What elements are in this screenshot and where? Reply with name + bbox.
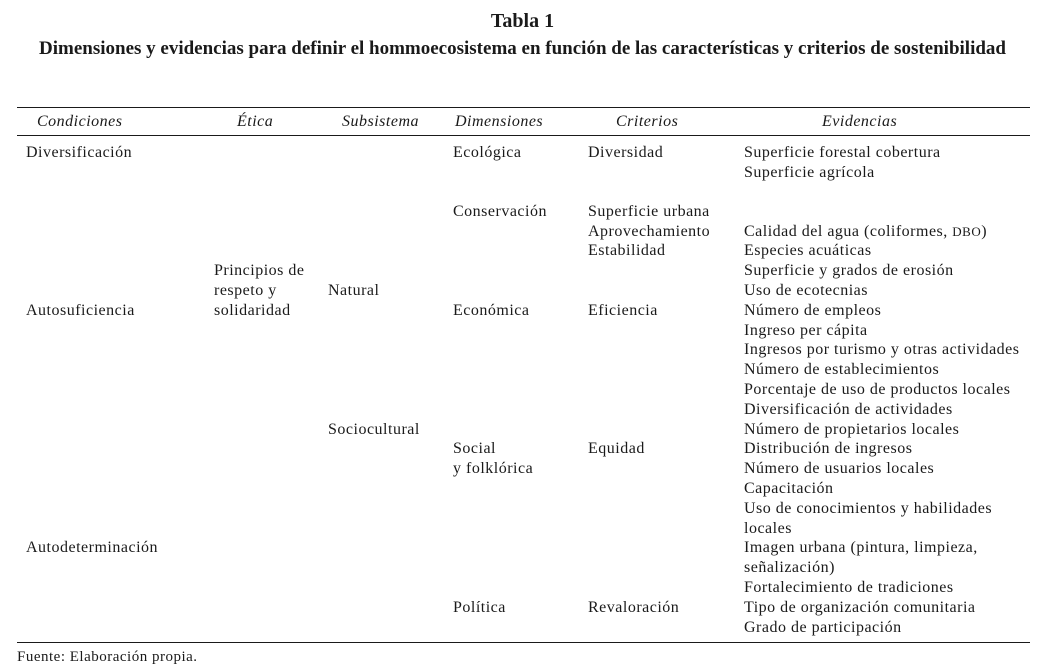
criterio-estabilidad: Estabilidad	[588, 242, 666, 259]
etica-line-3: solidaridad	[214, 302, 291, 319]
criterio-equidad: Equidad	[588, 440, 645, 457]
header-rule	[17, 135, 1030, 136]
evidencia-item: Distribución de ingresos	[744, 440, 913, 457]
evidencia-item: Número de establecimientos	[744, 361, 940, 378]
evidencia-item: Número de empleos	[744, 302, 882, 319]
evidencia-item: Superficie y grados de erosión	[744, 262, 954, 279]
evidencia-item: Capacitación	[744, 480, 834, 497]
bottom-rule	[17, 642, 1030, 643]
etica-line-1: Principios de	[214, 262, 305, 279]
evidencia-item: Uso de ecotecnias	[744, 282, 869, 299]
etica-line-2: respeto y	[214, 282, 277, 299]
subsistema-sociocultural: Sociocultural	[328, 421, 420, 438]
header-etica: Ética	[237, 113, 274, 130]
evidencia-item: Superficie agrícola	[744, 164, 875, 181]
header-evidencias: Evidencias	[822, 113, 898, 130]
evidencia-item: Especies acuáticas	[744, 242, 872, 259]
dimension-economica: Económica	[453, 302, 530, 319]
table-caption: Dimensiones y evidencias para definir el hommoecosistema en función de las características y criterios de sostenibilidad	[39, 38, 1006, 59]
dimension-politica: Política	[453, 599, 506, 616]
dimension-conservacion: Conservación	[453, 203, 547, 220]
dimension-folklorica: y folklórica	[453, 460, 534, 477]
header-criterios: Criterios	[616, 113, 679, 130]
evidencia-item: locales	[744, 520, 792, 537]
evidencia-item-calidad-agua	[744, 222, 987, 242]
criterio-aprovechamiento: Aprovechamiento	[588, 223, 711, 240]
header-subsistema: Subsistema	[342, 113, 419, 130]
criterio-superficie-urbana: Superficie urbana	[588, 203, 710, 220]
evidencia-item: Diversificación de actividades	[744, 401, 953, 418]
evidencia-item: Ingresos por turismo y otras actividades	[744, 341, 1020, 358]
header-condiciones: Condiciones	[37, 113, 123, 130]
evidencia-item: Número de propietarios locales	[744, 421, 960, 438]
evidencia-item: Grado de participación	[744, 619, 902, 636]
evidencia-item: Imagen urbana (pintura, limpieza,	[744, 539, 978, 556]
evidencia-text: Calidad del agua (coliformes,	[744, 223, 953, 240]
dimension-ecologica: Ecológica	[453, 144, 522, 161]
evidencia-text: )	[981, 223, 988, 240]
evidencia-item: señalización)	[744, 559, 835, 576]
criterio-eficiencia: Eficiencia	[588, 302, 658, 319]
evidencia-item: Tipo de organización comunitaria	[744, 599, 976, 616]
criterio-revaloracion: Revaloración	[588, 599, 680, 616]
evidencia-item: Porcentaje de uso de productos locales	[744, 381, 1011, 398]
table-title: Tabla 1	[490, 10, 555, 32]
dimension-social: Social	[453, 440, 496, 457]
condicion-autodeterminacion: Autodeterminación	[26, 539, 159, 556]
table-source: Fuente: Elaboración propia.	[17, 649, 198, 665]
condicion-diversificacion: Diversificación	[26, 144, 133, 161]
top-rule	[17, 107, 1030, 108]
evidencia-item: Número de usuarios locales	[744, 460, 935, 477]
evidencia-item: Ingreso per cápita	[744, 322, 868, 339]
criterio-diversidad: Diversidad	[588, 144, 664, 161]
evidencia-item: Fortalecimiento de tradiciones	[744, 579, 954, 596]
evidencia-item: Uso de conocimientos y habilidades	[744, 500, 993, 517]
subsistema-natural: Natural	[328, 282, 380, 299]
evidencia-abbrev: DBO	[952, 224, 982, 239]
evidencia-item: Superficie forestal cobertura	[744, 144, 941, 161]
header-dimensiones: Dimensiones	[455, 113, 544, 130]
condicion-autosuficiencia: Autosuficiencia	[26, 302, 135, 319]
